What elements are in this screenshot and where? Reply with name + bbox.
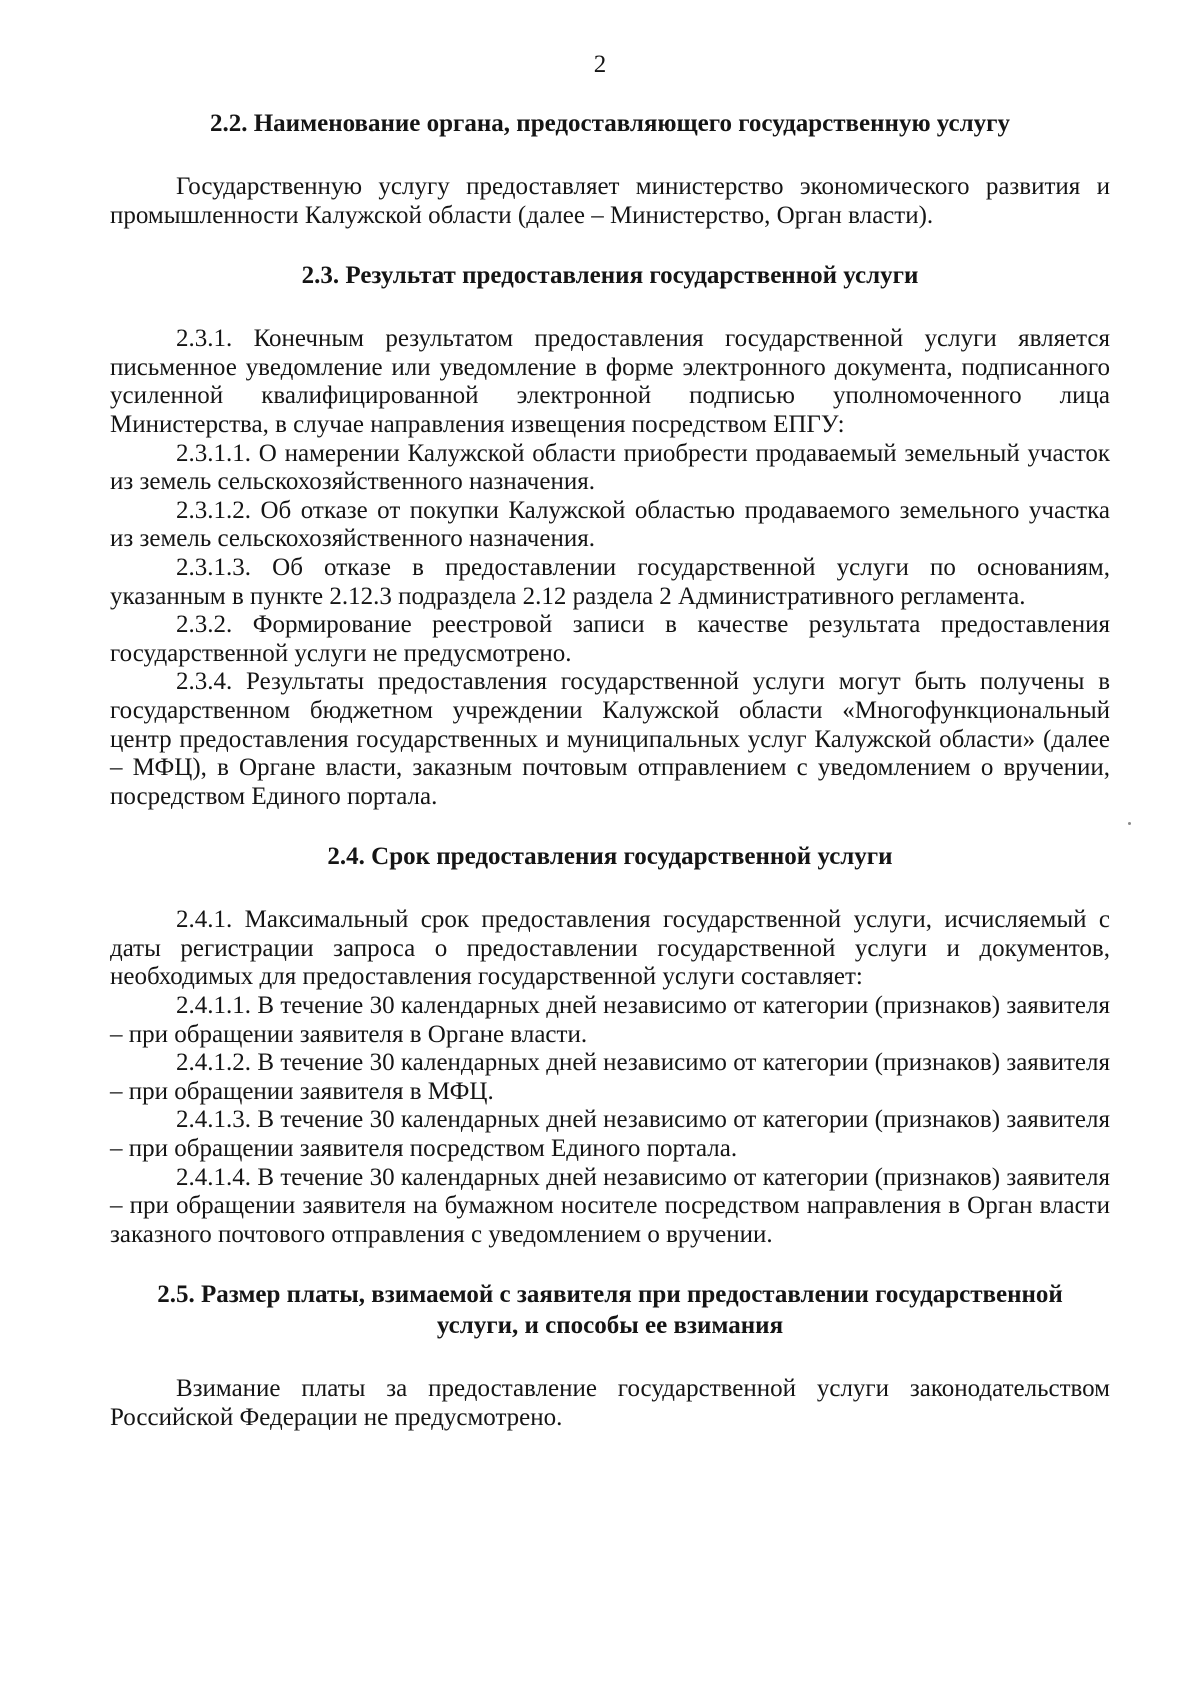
- section-heading: 2.5. Размер платы, взимаемой с заявителя при предоставлении государственной услуги, и способы ее взимания: [157, 1281, 1063, 1340]
- scan-artifact: [1128, 822, 1131, 825]
- section-2-4: [110, 841, 1110, 1249]
- paragraph: 2.4.1.1. В течение 30 календарных дней независимо от категории (признаков) заявителя – при обращении заявителя в Органе власти.: [110, 992, 1110, 1048]
- section-heading: 2.4. Срок предоставления государственной услуги: [327, 843, 893, 871]
- paragraph: Государственную услугу предоставляет министерство экономического развития и промышленности Калужской области (далее – Министерство, Орган власти).: [110, 173, 1110, 229]
- section-heading: 2.3. Результат предоставления государственной услуги: [301, 262, 919, 290]
- paragraph: 2.4.1.2. В течение 30 календарных дней независимо от категории (признаков) заявителя – при обращении заявителя в МФЦ.: [110, 1049, 1110, 1105]
- paragraph: 2.3.1. Конечным результатом предоставления государственной услуги является письменное уведомление или уведомление в форме электронного документа, подписанного усиленной квалифицированной электронной подписью уполномоченного лица Министерства, в случае направления извещения посредством ЕПГУ:: [110, 325, 1110, 438]
- page-number: 2: [593, 51, 607, 78]
- paragraph: Взимание платы за предоставление государственной услуги законодательством Российской Федерации не предусмотрено.: [110, 1375, 1110, 1431]
- paragraph: 2.3.1.2. Об отказе от покупки Калужской областью продаваемого земельного участка из земель сельскохозяйственного назначения.: [110, 496, 1110, 553]
- section-2-5: [110, 1279, 1110, 1432]
- section-2-3: [110, 260, 1110, 811]
- section-2-2: [110, 108, 1110, 230]
- paragraph: 2.4.1.3. В течение 30 календарных дней независимо от категории (признаков) заявителя – при обращении заявителя посредством Единого портала.: [110, 1106, 1110, 1163]
- paragraph: 2.4.1.4. В течение 30 календарных дней независимо от категории (признаков) заявителя – при обращении заявителя на бумажном носителе посредством направления в Орган власти заказного почтового отправления с уведомлением о вручении.: [110, 1163, 1110, 1248]
- paragraph: 2.3.1.3. Об отказе в предоставлении государственной услуги по основаниям, указанным в пункте 2.12.3 подраздела 2.12 раздела 2 Административного регламента.: [110, 553, 1110, 610]
- section-heading: 2.2. Наименование органа, предоставляющего государственную услугу: [209, 110, 1011, 137]
- paragraph: 2.3.4. Результаты предоставления государственной услуги могут быть получены в государственном бюджетном учреждении Калужской области «Многофункциональный центр предоставления государственных и муниципальных услуг Калужской области» (далее – МФЦ), в Органе власти, заказным почтовым отправлением с уведомлением о вручении, посредством Единого портала.: [110, 668, 1110, 810]
- paragraph: 2.4.1. Максимальный срок предоставления государственной услуги, исчисляемый с даты регистрации запроса о предоставлении государственной услуги и документов, необходимых для предоставления государственной услуги составляет:: [110, 906, 1110, 991]
- paragraph: 2.3.2. Формирование реестровой записи в качестве результата предоставления государственной услуги не предусмотрено.: [110, 611, 1110, 667]
- document-body: [110, 108, 1110, 1433]
- paragraph: 2.3.1.1. О намерении Калужской области приобрести продаваемый земельный участок из земель сельскохозяйственного назначения.: [110, 439, 1110, 496]
